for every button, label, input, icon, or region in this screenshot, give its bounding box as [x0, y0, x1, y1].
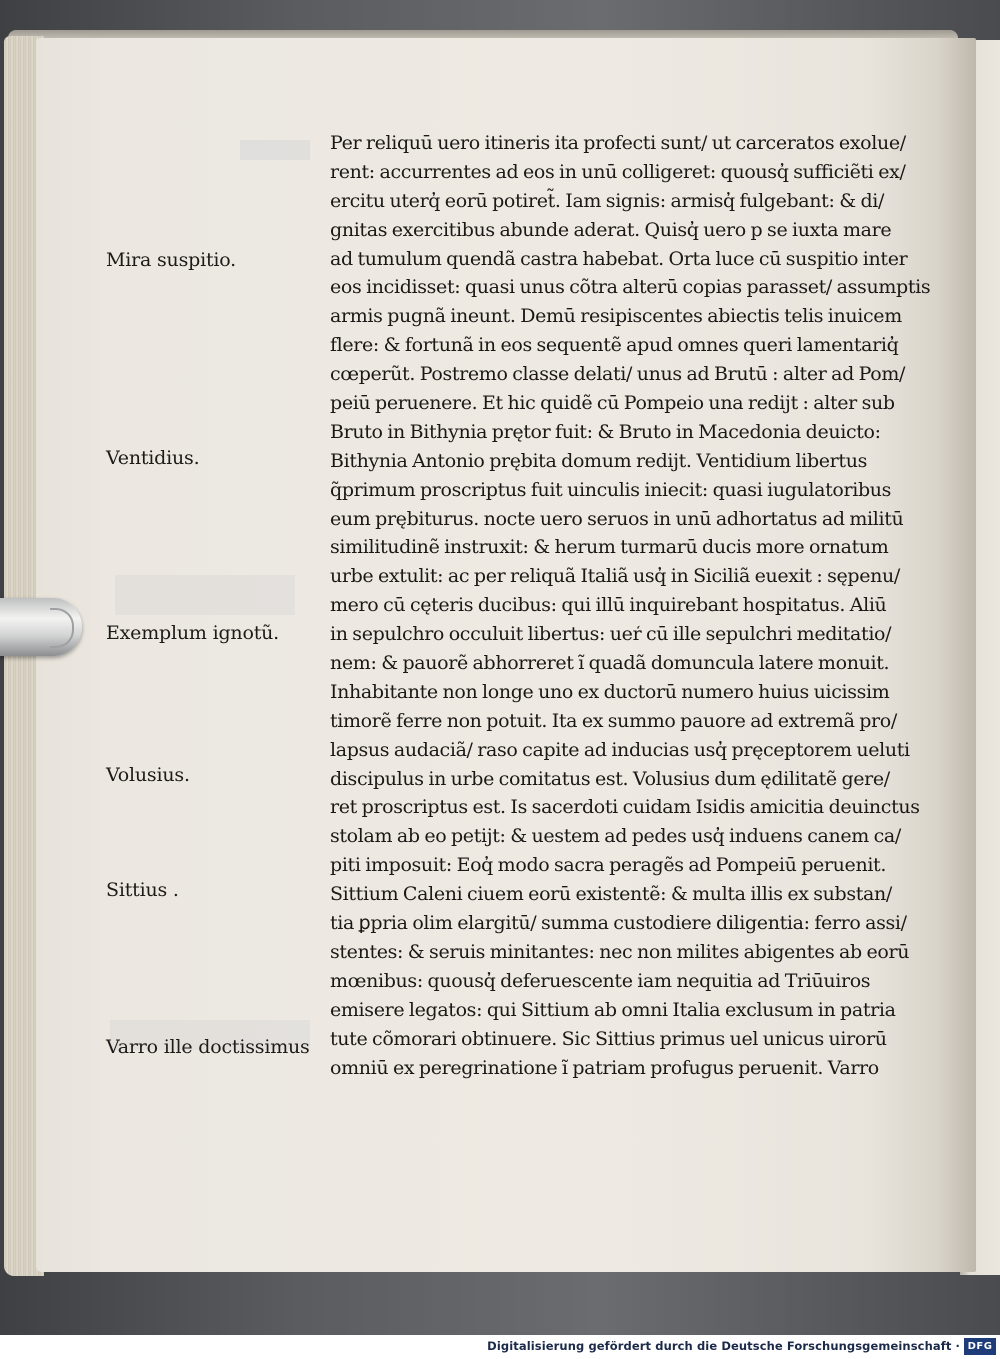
text-line: ad tumulum quendã castra habebat. Orta luce cū suspitio inter	[330, 247, 908, 270]
show-through	[240, 140, 310, 160]
text-line: urbe extulit: ac per reliquã Italiã usq̓ in Siciliã euexit : sępenu/	[330, 565, 900, 588]
footer-credit: Digitalisierung gefördert durch die Deutsche Forschungsgemeinschaft ·	[487, 1339, 960, 1353]
text-line: q̃primum proscriptus fuit uinculis iniecit: quasi iugulatoribus	[330, 478, 892, 501]
text-line: tia ꝑpria olim elargitū/ summa custodiere diligentia: ferro assi/	[330, 912, 907, 935]
text-line: similitudinẽ instruxit: & herum turmarū ducis more ornatum	[330, 536, 889, 559]
text-line: peiū peruenere. Et hic quidẽ cū Pompeio una redijt : alter sub	[330, 392, 895, 415]
margin-note: Volusius.	[106, 764, 190, 786]
text-line: tute cõmorari obtinuere. Sic Sittius primus uel unicus uirorū	[330, 1027, 887, 1050]
text-line: Bithynia Antonio prębita domum redijt. Ventidium libertus	[330, 449, 867, 472]
text-line: timorẽ ferre non potuit. Ita ex summo pauore ad extremã pro/	[330, 709, 897, 732]
dfg-logo: DFG	[964, 1338, 996, 1355]
margin-note: Mira suspitio.	[106, 249, 237, 271]
margin-note: Ventidius.	[106, 447, 200, 469]
text-line: in sepulchro occuluit libertus: uer̒ cū ille sepulchri meditatio/	[330, 623, 892, 646]
text-line: ercitu uterq̓ eorū potiret̃. Iam signis: armisq̓ fulgebant: & di/	[330, 189, 885, 212]
text-line: mœnibus: quousq̓ deferuescente iam nequitia ad Triūuiros	[330, 969, 871, 992]
text-line: Per reliquū uero itineris ita profecti sunt/ ut carceratos exolue/	[330, 132, 906, 154]
show-through	[115, 575, 295, 615]
text-line: emisere legatos: qui Sittium ab omni Italia exclusum in patria	[330, 998, 896, 1021]
text-line: lapsus audaciã/ raso capite ad inducias usq̓ pręceptorem ueluti	[330, 738, 910, 761]
text-line: cœperũt. Postremo classe delati/ unus ad Brutū : alter ad Pom/	[330, 363, 906, 386]
text-line: mero cū cęteris ducibus: qui illū inquirebant hospitatus. Aliū	[330, 594, 887, 617]
bookmark-clip	[0, 598, 82, 656]
text-line: stentes: & seruis minitantes: nec non milites abigentes ab eorū	[330, 940, 910, 963]
footer-bar	[0, 1335, 1000, 1359]
text-line: armis pugnã ineunt. Demū resipiscentes abiectis telis inuicem	[330, 305, 902, 328]
text-line: eos incidisset: quasi unus cõtra alterū copias parasset/ assumptis	[330, 276, 931, 299]
text-line: piti imposuit: Eoq̓ modo sacra peragẽs ad Pompeiū peruenit.	[330, 854, 887, 877]
text-line: Sittium Caleni ciuem eorū existentẽ: & multa illis ex substan/	[330, 883, 892, 906]
margin-note: Exemplum ignotũ.	[106, 622, 280, 644]
text-line: flere: & fortunã in eos sequentẽ apud omnes queri lamentariq̓	[330, 334, 899, 357]
text-line: stolam ab eo petijt: & uestem ad pedes usq̓ induens canem ca/	[330, 825, 901, 848]
text-line: nem: & pauorẽ abhorreret ĩ quadã domuncula latere monuit.	[330, 652, 890, 675]
text-line: ret proscriptus est. Is sacerdoti cuidam Isidis amicitia deuinctus	[330, 796, 920, 819]
margin-note: Sittius .	[106, 879, 179, 901]
text-line: Bruto in Bithynia prętor fuit: & Bruto in Macedonia deuicto:	[330, 420, 881, 443]
text-line: eum prębiturus. nocte uero seruos in unū adhortatus ad militū	[330, 507, 904, 530]
main-text-block	[330, 129, 931, 1082]
text-line: Inhabitante non longe uno ex ductorū numero huius uicissim	[330, 680, 890, 703]
margin-note: Varro ille doctissimus	[106, 1036, 310, 1058]
text-line: rent: accurrentes ad eos in unū colligeret: quousq̓ sufficiẽti ex/	[330, 160, 906, 183]
text-line: gnitas exercitibus abunde aderat. Quisq̓ uero p se iuxta mare	[330, 218, 892, 241]
text-line: omniū ex peregrinatione ĩ patriam profugus peruenit. Varro	[330, 1056, 879, 1079]
text-line: discipulus in urbe comitatus est. Volusius dum ędilitatẽ gere/	[330, 767, 890, 790]
